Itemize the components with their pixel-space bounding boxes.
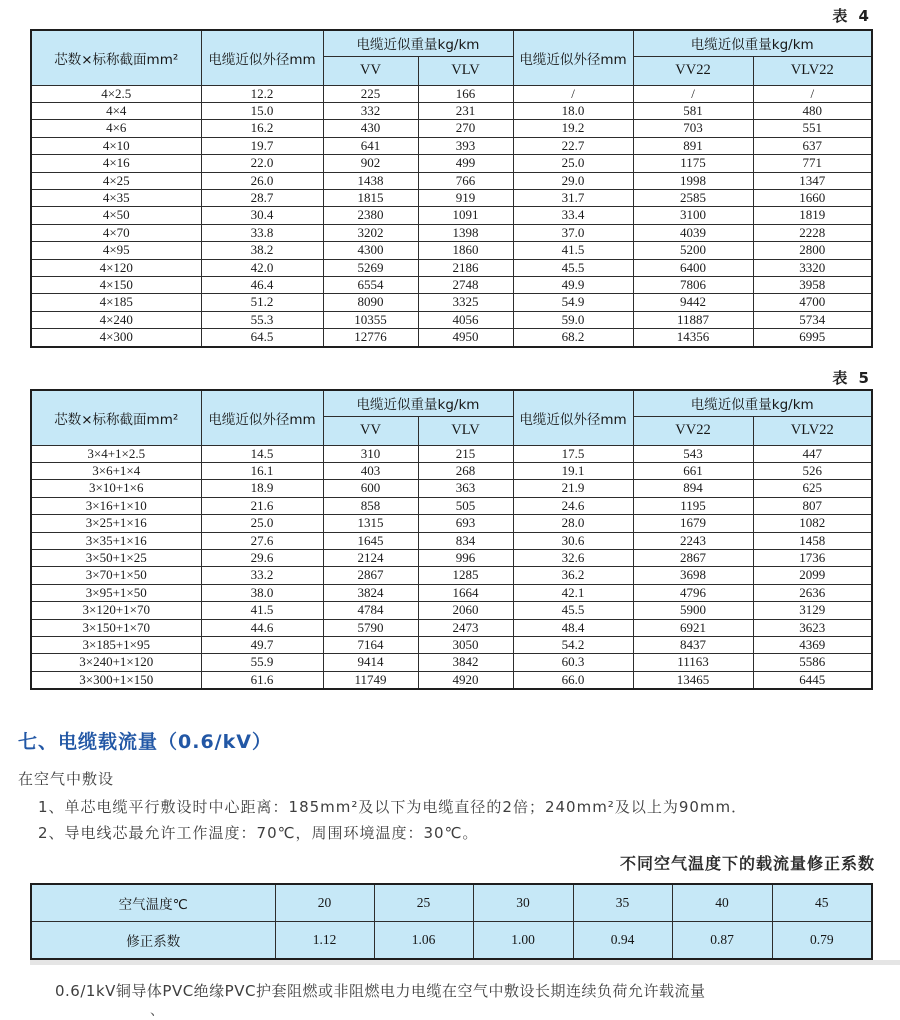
table-cell: 600 bbox=[323, 480, 418, 497]
table-row bbox=[31, 671, 872, 689]
table-cell: 18.9 bbox=[201, 480, 323, 497]
table-cell: 5269 bbox=[323, 259, 418, 276]
table-cell: 1998 bbox=[633, 172, 753, 189]
table-cell: 1.00 bbox=[473, 922, 573, 960]
table-cell: 4×10 bbox=[31, 137, 201, 154]
table-cell: 16.2 bbox=[201, 120, 323, 137]
table-cell: 1645 bbox=[323, 532, 418, 549]
cable-weight-table-5 bbox=[30, 389, 873, 690]
table-cell: 1175 bbox=[633, 155, 753, 172]
table-cell: 14.5 bbox=[201, 445, 323, 462]
table-cell: 2800 bbox=[753, 242, 872, 259]
table-cell: 3320 bbox=[753, 259, 872, 276]
note-line-1: 1、单芯电缆平行敷设时中心距离：185mm²及以下为电缆直径的2倍；240mm²及以上为90mm． bbox=[38, 798, 748, 816]
table-cell: 3050 bbox=[418, 636, 513, 653]
table-cell: 30.6 bbox=[513, 532, 633, 549]
table-row bbox=[31, 85, 872, 102]
table-cell: 30.4 bbox=[201, 207, 323, 224]
table-cell: 625 bbox=[753, 480, 872, 497]
table-cell: 2867 bbox=[633, 549, 753, 566]
table-row bbox=[31, 480, 872, 497]
header-vlv22: VLV22 bbox=[753, 56, 872, 85]
table-cell: 38.0 bbox=[201, 584, 323, 601]
table-cell: 8437 bbox=[633, 636, 753, 653]
table-cell: 225 bbox=[323, 85, 418, 102]
table-cell: 4×185 bbox=[31, 294, 201, 311]
table-cell: 11887 bbox=[633, 311, 753, 328]
table-cell: 1660 bbox=[753, 189, 872, 206]
table-cell: 996 bbox=[418, 549, 513, 566]
header-vlv: VLV bbox=[418, 56, 513, 85]
table-cell: 11749 bbox=[323, 671, 418, 689]
table-cell: 4784 bbox=[323, 602, 418, 619]
table-cell: 18.0 bbox=[513, 102, 633, 119]
table-cell: 2636 bbox=[753, 584, 872, 601]
footer-description: 0.6/1kV铜导体PVC绝缘PVC护套阻燃或非阻燃电力电缆在空气中敷设长期连续负荷允许载流量 bbox=[55, 982, 706, 1000]
table-cell: 4×35 bbox=[31, 189, 201, 206]
table-cell: 20 bbox=[275, 884, 374, 922]
table-cell: 3×150+1×70 bbox=[31, 619, 201, 636]
footer-partial-next-line: 、 bbox=[150, 1003, 164, 1019]
table-cell: / bbox=[753, 85, 872, 102]
table-cell: 3842 bbox=[418, 654, 513, 671]
table-cell: 3824 bbox=[323, 584, 418, 601]
table-row bbox=[31, 884, 872, 922]
table-cell: 1819 bbox=[753, 207, 872, 224]
table-cell: 6554 bbox=[323, 276, 418, 293]
table5-caption: 表 5 bbox=[832, 369, 872, 387]
table-cell: 3623 bbox=[753, 619, 872, 636]
header-vv22: VV22 bbox=[633, 416, 753, 445]
table-cell: 48.4 bbox=[513, 619, 633, 636]
table-cell: 4×6 bbox=[31, 120, 201, 137]
table-cell: 4796 bbox=[633, 584, 753, 601]
table-cell: 1398 bbox=[418, 224, 513, 241]
table-cell: 14356 bbox=[633, 329, 753, 347]
table-cell: 1347 bbox=[753, 172, 872, 189]
table-cell: 24.6 bbox=[513, 497, 633, 514]
table-cell: 2186 bbox=[418, 259, 513, 276]
temperature-correction-table bbox=[30, 883, 873, 960]
table-cell: 空气温度℃ bbox=[31, 884, 275, 922]
table-cell: 919 bbox=[418, 189, 513, 206]
table-row bbox=[31, 636, 872, 653]
table-cell: 2228 bbox=[753, 224, 872, 241]
table-row bbox=[31, 242, 872, 259]
table-cell: 4×240 bbox=[31, 311, 201, 328]
table-cell: 66.0 bbox=[513, 671, 633, 689]
table-row bbox=[31, 549, 872, 566]
header-vv: VV bbox=[323, 56, 418, 85]
table-cell: 332 bbox=[323, 102, 418, 119]
table-row bbox=[31, 224, 872, 241]
table-cell: 7806 bbox=[633, 276, 753, 293]
table-cell: 1860 bbox=[418, 242, 513, 259]
table-cell: / bbox=[633, 85, 753, 102]
table-cell: 49.7 bbox=[201, 636, 323, 653]
table-cell: 3×300+1×150 bbox=[31, 671, 201, 689]
table-cell: 6400 bbox=[633, 259, 753, 276]
table-cell: 5900 bbox=[633, 602, 753, 619]
table-cell: 3100 bbox=[633, 207, 753, 224]
table-cell: 4039 bbox=[633, 224, 753, 241]
scan-shadow-artifact bbox=[30, 960, 900, 965]
table-cell: 3×70+1×50 bbox=[31, 567, 201, 584]
table-cell: 3×6+1×4 bbox=[31, 462, 201, 479]
table-cell: 40 bbox=[672, 884, 772, 922]
table-cell: 6445 bbox=[753, 671, 872, 689]
table-cell: 3698 bbox=[633, 567, 753, 584]
table-row bbox=[31, 602, 872, 619]
table-cell: 858 bbox=[323, 497, 418, 514]
table-cell: 12.2 bbox=[201, 85, 323, 102]
table-cell: 5790 bbox=[323, 619, 418, 636]
table-cell: 3×50+1×25 bbox=[31, 549, 201, 566]
header-outer-diameter-1: 电缆近似外径mm bbox=[201, 390, 323, 445]
table-cell: 28.7 bbox=[201, 189, 323, 206]
table-cell: 4×150 bbox=[31, 276, 201, 293]
table-cell: 29.0 bbox=[513, 172, 633, 189]
table-cell: 28.0 bbox=[513, 515, 633, 532]
table-cell: 36.2 bbox=[513, 567, 633, 584]
table-cell: 5586 bbox=[753, 654, 872, 671]
header-weight-group-2: 电缆近似重量kg/km bbox=[633, 390, 872, 416]
subsection-title: 在空气中敷设 bbox=[18, 770, 115, 788]
table-cell: 31.7 bbox=[513, 189, 633, 206]
header-outer-diameter-1: 电缆近似外径mm bbox=[201, 30, 323, 85]
cable-weight-table-4 bbox=[30, 29, 873, 348]
table-cell: 526 bbox=[753, 462, 872, 479]
table-cell: 19.2 bbox=[513, 120, 633, 137]
table-row bbox=[31, 120, 872, 137]
table-cell: 19.7 bbox=[201, 137, 323, 154]
table-cell: 2060 bbox=[418, 602, 513, 619]
table-cell: 2867 bbox=[323, 567, 418, 584]
table-row bbox=[31, 462, 872, 479]
table-cell: 32.6 bbox=[513, 549, 633, 566]
table-row bbox=[31, 584, 872, 601]
table-cell: 3×185+1×95 bbox=[31, 636, 201, 653]
table-row bbox=[31, 654, 872, 671]
table-cell: 310 bbox=[323, 445, 418, 462]
table-cell: 834 bbox=[418, 532, 513, 549]
table-cell: 447 bbox=[753, 445, 872, 462]
table-cell: 45.5 bbox=[513, 602, 633, 619]
table-cell: 41.5 bbox=[513, 242, 633, 259]
table-cell: 61.6 bbox=[201, 671, 323, 689]
table-cell: 29.6 bbox=[201, 549, 323, 566]
table-cell: 1438 bbox=[323, 172, 418, 189]
header-outer-diameter-2: 电缆近似外径mm bbox=[513, 30, 633, 85]
table-cell: 4×50 bbox=[31, 207, 201, 224]
table-cell: 3×95+1×50 bbox=[31, 584, 201, 601]
table-cell: 3129 bbox=[753, 602, 872, 619]
table-cell: 4920 bbox=[418, 671, 513, 689]
table-cell: 3202 bbox=[323, 224, 418, 241]
table-cell: 45.5 bbox=[513, 259, 633, 276]
table5-header bbox=[31, 390, 872, 445]
table-cell: 54.9 bbox=[513, 294, 633, 311]
table-cell: 7164 bbox=[323, 636, 418, 653]
table-cell: 22.7 bbox=[513, 137, 633, 154]
table-cell: 3×120+1×70 bbox=[31, 602, 201, 619]
table-cell: 505 bbox=[418, 497, 513, 514]
table-cell: 64.5 bbox=[201, 329, 323, 347]
table-cell: 12776 bbox=[323, 329, 418, 347]
table-cell: 42.0 bbox=[201, 259, 323, 276]
table5-body bbox=[31, 445, 872, 689]
header-vv: VV bbox=[323, 416, 418, 445]
table-cell: 1664 bbox=[418, 584, 513, 601]
table-cell: 11163 bbox=[633, 654, 753, 671]
table-cell: 55.9 bbox=[201, 654, 323, 671]
table-cell: 0.94 bbox=[573, 922, 672, 960]
header-weight-group-1: 电缆近似重量kg/km bbox=[323, 390, 513, 416]
table-cell: 45 bbox=[772, 884, 872, 922]
table-row bbox=[31, 567, 872, 584]
table-row bbox=[31, 311, 872, 328]
header-core-size: 芯数×标称截面mm² bbox=[31, 30, 201, 85]
table-cell: 894 bbox=[633, 480, 753, 497]
table-cell: 6921 bbox=[633, 619, 753, 636]
table-cell: 4056 bbox=[418, 311, 513, 328]
table-cell: 35 bbox=[573, 884, 672, 922]
table-cell: 166 bbox=[418, 85, 513, 102]
table-cell: 2124 bbox=[323, 549, 418, 566]
table-cell: 1815 bbox=[323, 189, 418, 206]
table-cell: 703 bbox=[633, 120, 753, 137]
table-cell: 3×16+1×10 bbox=[31, 497, 201, 514]
table-row bbox=[31, 532, 872, 549]
table-cell: 46.4 bbox=[201, 276, 323, 293]
table-cell: 551 bbox=[753, 120, 872, 137]
header-core-size: 芯数×标称截面mm² bbox=[31, 390, 201, 445]
table-cell: 1195 bbox=[633, 497, 753, 514]
table-cell: 0.87 bbox=[672, 922, 772, 960]
table-cell: 3×10+1×6 bbox=[31, 480, 201, 497]
header-weight-group-1: 电缆近似重量kg/km bbox=[323, 30, 513, 56]
table-cell: 403 bbox=[323, 462, 418, 479]
table-row bbox=[31, 276, 872, 293]
header-vlv: VLV bbox=[418, 416, 513, 445]
table-cell: 22.0 bbox=[201, 155, 323, 172]
table-row bbox=[31, 922, 872, 960]
table-row bbox=[31, 259, 872, 276]
table-cell: 15.0 bbox=[201, 102, 323, 119]
table-cell: 363 bbox=[418, 480, 513, 497]
table-cell: 693 bbox=[418, 515, 513, 532]
table4-body bbox=[31, 85, 872, 347]
table-cell: 30 bbox=[473, 884, 573, 922]
table-cell: 21.6 bbox=[201, 497, 323, 514]
table-cell: 26.0 bbox=[201, 172, 323, 189]
table-cell: 766 bbox=[418, 172, 513, 189]
header-weight-group-2: 电缆近似重量kg/km bbox=[633, 30, 872, 56]
table-cell: 44.6 bbox=[201, 619, 323, 636]
table-cell: 33.2 bbox=[201, 567, 323, 584]
table-row bbox=[31, 294, 872, 311]
table-cell: 4×25 bbox=[31, 172, 201, 189]
table-cell: 2585 bbox=[633, 189, 753, 206]
table-cell: 37.0 bbox=[513, 224, 633, 241]
table-cell: 27.6 bbox=[201, 532, 323, 549]
table-cell: 33.4 bbox=[513, 207, 633, 224]
table-cell: 4950 bbox=[418, 329, 513, 347]
table-cell: 4×120 bbox=[31, 259, 201, 276]
table-cell: 3958 bbox=[753, 276, 872, 293]
table-cell: 499 bbox=[418, 155, 513, 172]
table-cell: 3×35+1×16 bbox=[31, 532, 201, 549]
table-row bbox=[31, 445, 872, 462]
table-cell: 3×4+1×2.5 bbox=[31, 445, 201, 462]
table-cell: 1679 bbox=[633, 515, 753, 532]
table-cell: 5200 bbox=[633, 242, 753, 259]
table-cell: 19.1 bbox=[513, 462, 633, 479]
table-cell: 68.2 bbox=[513, 329, 633, 347]
table-cell: 268 bbox=[418, 462, 513, 479]
table-cell: 4×4 bbox=[31, 102, 201, 119]
table-cell: 5734 bbox=[753, 311, 872, 328]
table-cell: 2099 bbox=[753, 567, 872, 584]
table-cell: 231 bbox=[418, 102, 513, 119]
correction-table-title: 不同空气温度下的载流量修正系数 bbox=[619, 854, 875, 873]
table-cell: 1.12 bbox=[275, 922, 374, 960]
table-cell: 54.2 bbox=[513, 636, 633, 653]
table-cell: 1458 bbox=[753, 532, 872, 549]
table-cell: 902 bbox=[323, 155, 418, 172]
table-cell: 0.79 bbox=[772, 922, 872, 960]
table-cell: 637 bbox=[753, 137, 872, 154]
table-cell: 16.1 bbox=[201, 462, 323, 479]
table-cell: 1.06 bbox=[374, 922, 473, 960]
section-heading: 七、电缆载流量（0.6/kV） bbox=[18, 731, 272, 753]
table-cell: 4×95 bbox=[31, 242, 201, 259]
table-cell: 581 bbox=[633, 102, 753, 119]
note-line-2: 2、导电线芯最允许工作温度：70℃，周围环境温度：30℃。 bbox=[38, 824, 479, 842]
table-cell: 480 bbox=[753, 102, 872, 119]
table-cell: 3×25+1×16 bbox=[31, 515, 201, 532]
table-cell: 9442 bbox=[633, 294, 753, 311]
table-cell: 13465 bbox=[633, 671, 753, 689]
table-cell: 2748 bbox=[418, 276, 513, 293]
table-cell: 4×16 bbox=[31, 155, 201, 172]
table-row bbox=[31, 102, 872, 119]
table-cell: 393 bbox=[418, 137, 513, 154]
table-row bbox=[31, 329, 872, 347]
table-cell: 4×70 bbox=[31, 224, 201, 241]
table-cell: 55.3 bbox=[201, 311, 323, 328]
table-cell: 2243 bbox=[633, 532, 753, 549]
table-cell: 60.3 bbox=[513, 654, 633, 671]
table-cell: 215 bbox=[418, 445, 513, 462]
table-cell: 25.0 bbox=[201, 515, 323, 532]
table-cell: 49.9 bbox=[513, 276, 633, 293]
correction-table-body bbox=[31, 884, 872, 959]
table-cell: 771 bbox=[753, 155, 872, 172]
table-row bbox=[31, 137, 872, 154]
table-cell: 430 bbox=[323, 120, 418, 137]
table-cell: 1285 bbox=[418, 567, 513, 584]
table-cell: 17.5 bbox=[513, 445, 633, 462]
table-cell: 9414 bbox=[323, 654, 418, 671]
table-cell: 2380 bbox=[323, 207, 418, 224]
table-cell: 59.0 bbox=[513, 311, 633, 328]
table-cell: 1082 bbox=[753, 515, 872, 532]
table-row bbox=[31, 155, 872, 172]
table-row bbox=[31, 619, 872, 636]
table-cell: 修正系数 bbox=[31, 922, 275, 960]
table-cell: / bbox=[513, 85, 633, 102]
table-cell: 6995 bbox=[753, 329, 872, 347]
table-cell: 21.9 bbox=[513, 480, 633, 497]
table-cell: 42.1 bbox=[513, 584, 633, 601]
header-outer-diameter-2: 电缆近似外径mm bbox=[513, 390, 633, 445]
table-cell: 25.0 bbox=[513, 155, 633, 172]
table-cell: 807 bbox=[753, 497, 872, 514]
table-cell: 4300 bbox=[323, 242, 418, 259]
table-row bbox=[31, 497, 872, 514]
table-cell: 3×240+1×120 bbox=[31, 654, 201, 671]
table-cell: 641 bbox=[323, 137, 418, 154]
table-row bbox=[31, 515, 872, 532]
table-cell: 1091 bbox=[418, 207, 513, 224]
header-vv22: VV22 bbox=[633, 56, 753, 85]
table-cell: 41.5 bbox=[201, 602, 323, 619]
table4-caption: 表 4 bbox=[832, 7, 872, 25]
table-cell: 4700 bbox=[753, 294, 872, 311]
table-cell: 270 bbox=[418, 120, 513, 137]
table-row bbox=[31, 207, 872, 224]
table-cell: 4×300 bbox=[31, 329, 201, 347]
table-cell: 1315 bbox=[323, 515, 418, 532]
table-cell: 543 bbox=[633, 445, 753, 462]
table-cell: 10355 bbox=[323, 311, 418, 328]
table-cell: 4369 bbox=[753, 636, 872, 653]
table-cell: 4×2.5 bbox=[31, 85, 201, 102]
table-cell: 891 bbox=[633, 137, 753, 154]
table-cell: 51.2 bbox=[201, 294, 323, 311]
table-cell: 2473 bbox=[418, 619, 513, 636]
table-cell: 25 bbox=[374, 884, 473, 922]
table-cell: 8090 bbox=[323, 294, 418, 311]
header-vlv22: VLV22 bbox=[753, 416, 872, 445]
table-cell: 33.8 bbox=[201, 224, 323, 241]
table-cell: 38.2 bbox=[201, 242, 323, 259]
table-cell: 3325 bbox=[418, 294, 513, 311]
table-cell: 1736 bbox=[753, 549, 872, 566]
table-cell: 661 bbox=[633, 462, 753, 479]
table-row bbox=[31, 172, 872, 189]
table4-header bbox=[31, 30, 872, 85]
table-row bbox=[31, 189, 872, 206]
